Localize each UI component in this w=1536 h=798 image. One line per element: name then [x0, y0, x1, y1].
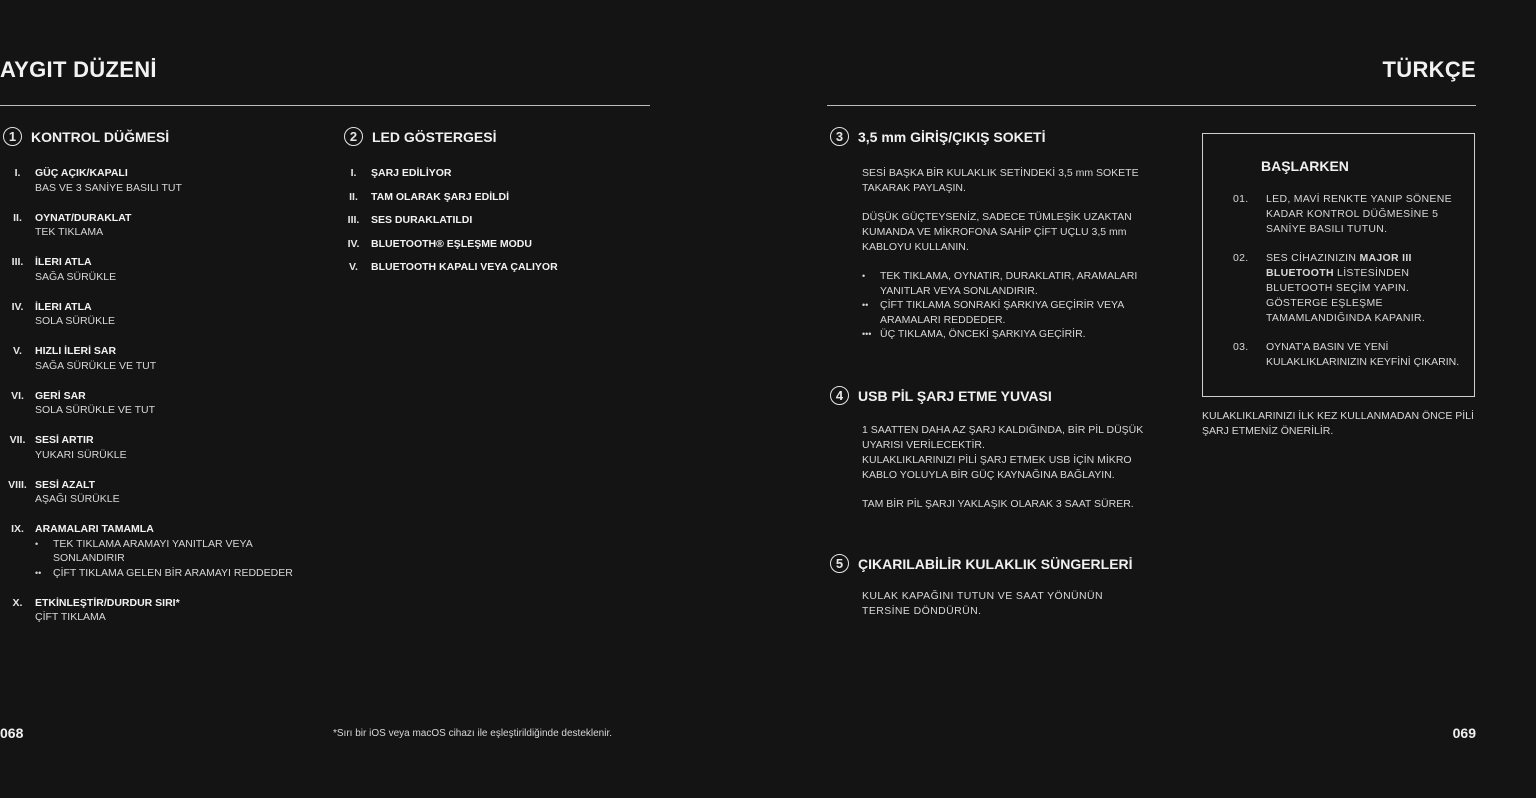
getting-started-title: BAŞLARKEN: [1261, 158, 1349, 174]
getting-started-box: [1202, 133, 1475, 397]
item-desc: BAS VE 3 SANİYE BASILI TUT: [35, 181, 182, 194]
step-text: KADAR KONTROL DÜĞMESİNE 5: [1266, 208, 1439, 220]
section-title: ÇIKARILABİLİR KULAKLIK SÜNGERLERİ: [858, 555, 1133, 572]
paragraph-line: KABLOYU KULLANIN.: [862, 241, 969, 253]
roman-numeral: IV.: [347, 237, 360, 250]
item-title: GÜÇ AÇIK/KAPALI: [35, 167, 128, 179]
item-desc: SAĞA SÜRÜKLE VE TUT: [35, 359, 157, 372]
paragraph-line: 1 SAATTEN DAHA AZ ŞARJ KALDIĞINDA, BİR PİL DÜŞÜK: [862, 424, 1144, 436]
right-page-title: TÜRKÇE: [1382, 57, 1476, 82]
list-item: [0, 300, 320, 329]
bullet-text: TEK TIKLAMA, OYNATIR, DURAKLATIR, ARAMALARI: [880, 270, 1138, 282]
section-cushions-heading: [830, 554, 1133, 573]
step-number: 02.: [1233, 252, 1249, 264]
step-item: [1233, 340, 1473, 370]
roman-numeral: IV.: [11, 300, 24, 313]
list-item: [0, 211, 320, 240]
step-text: TAMAMLANDIĞINDA KAPANIR.: [1266, 312, 1426, 324]
item-title: TAM OLARAK ŞARJ EDİLDİ: [371, 190, 510, 203]
step-number: 01.: [1233, 193, 1249, 205]
control-button-list: [0, 166, 320, 625]
roman-numeral: III.: [11, 256, 24, 268]
bullet-text: TEK TIKLAMA ARAMAYI YANITLAR VEYA: [53, 537, 253, 550]
item-desc: SOLA SÜRÜKLE: [35, 315, 115, 327]
bullet-item: [862, 327, 1162, 342]
roman-numeral: IX.: [11, 523, 24, 535]
item-title: SESİ ARTIR: [35, 434, 94, 446]
step-text: SES CİHAZINIZIN: [1266, 252, 1360, 264]
section-number-5: 5: [830, 554, 849, 573]
bullet-mark: •: [35, 538, 39, 549]
paragraph-line: KUMANDA VE MİKROFONA SAHİP ÇİFT UÇLU 3,5 mm: [862, 226, 1127, 238]
item-title: ARAMALARI TAMAMLA: [35, 523, 154, 535]
roman-numeral: I.: [14, 167, 21, 179]
section-number-2: 2: [344, 127, 363, 146]
paragraph-line: TAM BİR PİL ŞARJI YAKLAŞIK OLARAK 3 SAAT SÜRER.: [862, 498, 1134, 510]
list-item: [0, 433, 320, 462]
list-item: [336, 237, 636, 252]
item-title: SESİ AZALT: [35, 478, 96, 491]
item-title: BLUETOOTH® EŞLEŞME MODU: [371, 237, 532, 250]
bullet-text: YANITLAR VEYA SONLANDIRIR.: [880, 284, 1038, 297]
roman-numeral: I.: [350, 167, 357, 179]
roman-numeral: V.: [13, 345, 22, 357]
item-desc: SOLA SÜRÜKLE VE TUT: [35, 404, 156, 416]
section-jack-heading: [830, 127, 1046, 146]
battery-note: [1202, 409, 1492, 439]
list-item: [336, 213, 636, 228]
bullet-item: [35, 537, 293, 566]
step-text: LİSTESİNDEN: [1333, 267, 1410, 279]
item-title: ŞARJ EDİLİYOR: [371, 167, 452, 179]
section-title: USB PİL ŞARJ ETME YUVASI: [858, 387, 1052, 404]
paragraph-line: KABLO YOLUYLA BİR GÜÇ KAYNAĞINA BAĞLAYIN.: [862, 469, 1115, 481]
section-title: 3,5 mm GİRİŞ/ÇIKIŞ SOKETİ: [858, 128, 1046, 145]
section-title: LED GÖSTERGESİ: [372, 128, 497, 145]
left-header-rule: [0, 105, 650, 106]
list-item: [0, 596, 320, 625]
item-title: BLUETOOTH KAPALI VEYA ÇALIYOR: [371, 261, 558, 273]
section-number-3: 3: [830, 127, 849, 146]
item-desc: ÇİFT TIKLAMA: [35, 611, 106, 623]
list-item: [0, 166, 320, 195]
roman-numeral: V.: [349, 261, 358, 273]
cushions-content: [862, 589, 1162, 619]
paragraph-line: KULAK KAPAĞINI TUTUN VE SAAT YÖNÜNÜN: [862, 590, 1103, 602]
step-text: GÖSTERGE EŞLEŞME: [1266, 297, 1383, 309]
step-number: 03.: [1233, 341, 1249, 353]
item-title: İLERI ATLA: [35, 300, 92, 313]
step-text: LED, MAVİ RENKTE YANIP SÖNENE: [1266, 193, 1452, 205]
step-text: KULAKLIKLARINIZIN KEYFİNİ ÇIKARIN.: [1266, 356, 1460, 368]
item-desc: AŞAĞI SÜRÜKLE: [35, 493, 120, 505]
bullet-item: [35, 566, 293, 581]
product-name: BLUETOOTH: [1266, 267, 1334, 279]
list-item: [0, 344, 320, 373]
item-title: OYNAT/DURAKLAT: [35, 211, 132, 224]
bullet-mark: •••: [862, 329, 872, 339]
bullet-text: ÇİFT TIKLAMA GELEN BİR ARAMAYI REDDEDER: [53, 566, 293, 579]
list-item: [0, 389, 320, 418]
paragraph-line: TERSİNE DÖNDÜRÜN.: [862, 605, 982, 617]
item-title: ETKİNLEŞTİR/DURDUR SIRI*: [35, 596, 180, 609]
bullet-mark: •: [862, 271, 866, 281]
item-title: SES DURAKLATILDI: [371, 214, 473, 226]
roman-numeral: II.: [349, 190, 358, 203]
step-item: [1233, 251, 1473, 326]
list-item: [336, 260, 636, 275]
bullet-item: [862, 269, 1162, 298]
section-control-button-heading: [3, 127, 169, 146]
bullet-mark: ••: [35, 567, 42, 578]
item-desc: SAĞA SÜRÜKLE: [35, 270, 117, 283]
left-page-title: AYGIT DÜZENİ: [0, 57, 157, 82]
step-text: OYNAT'A BASIN VE YENİ: [1266, 341, 1389, 353]
roman-numeral: II.: [13, 211, 22, 224]
note-line: ŞARJ ETMENİZ ÖNERİLİR.: [1202, 425, 1334, 437]
item-title: İLERI ATLA: [35, 256, 92, 268]
item-title: GERİ SAR: [35, 389, 86, 402]
led-list: [336, 166, 636, 275]
list-item: [336, 190, 636, 205]
bullet-text: SONLANDIRIR: [53, 552, 125, 564]
item-desc: YUKARI SÜRÜKLE: [35, 448, 127, 461]
section-number-4: 4: [830, 386, 849, 405]
step-text: SANİYE BASILI TUTUN.: [1266, 223, 1388, 235]
section-title: KONTROL DÜĞMESİ: [31, 128, 170, 145]
jack-content: [862, 166, 1162, 342]
footnote: *Sırı bir iOS veya macOS cihazı ile eşleştirildiğinde desteklenir.: [333, 728, 613, 739]
right-header-rule: [827, 105, 1476, 106]
step-text: BLUETOOTH SEÇİM YAPIN.: [1266, 282, 1410, 294]
bullet-text: ÜÇ TIKLAMA, ÖNCEKİ ŞARKIYA GEÇİRİR.: [880, 328, 1086, 340]
list-item: [336, 166, 636, 181]
item-desc: TEK TIKLAMA: [35, 226, 104, 238]
roman-numeral: X.: [12, 596, 23, 609]
item-title: HIZLI İLERİ SAR: [35, 345, 117, 357]
right-page-number: 069: [1452, 725, 1476, 741]
section-usb-heading: [830, 386, 1052, 405]
paragraph-line: SESİ BAŞKA BİR KULAKLIK SETİNDEKİ 3,5 mm SOKETE: [862, 167, 1139, 179]
bullet-text: ARAMALARI REDDEDER.: [880, 313, 1006, 326]
list-item: [0, 522, 320, 580]
left-page-number: 068: [0, 725, 24, 741]
bullet-mark: ••: [862, 300, 869, 310]
product-name: MAJOR III: [1359, 252, 1412, 264]
usb-content: [862, 423, 1162, 512]
section-led-heading: [344, 127, 496, 146]
roman-numeral: VIII.: [8, 478, 27, 491]
paragraph-line: TAKARAK PAYLAŞIN.: [862, 182, 966, 194]
note-line: KULAKLIKLARINIZI İLK KEZ KULLANMADAN ÖNCE PİLİ: [1202, 410, 1474, 422]
step-item: [1233, 192, 1473, 237]
paragraph-line: UYARISI VERİLECEKTİR.: [862, 439, 985, 451]
bullet-text: ÇİFT TIKLAMA SONRAKİ ŞARKIYA GEÇİRİR VEYA: [880, 299, 1125, 311]
paragraph-line: KULAKLIKLARINIZI PİLİ ŞARJ ETMEK USB İÇİN MİKRO: [862, 454, 1132, 466]
getting-started-steps: [1233, 192, 1473, 370]
list-item: [0, 478, 320, 507]
section-number-1: 1: [3, 127, 22, 146]
paragraph-line: DÜŞÜK GÜÇTEYSENİZ, SADECE TÜMLEŞİK UZAKTAN: [862, 211, 1132, 223]
roman-numeral: III.: [347, 214, 360, 226]
bullet-item: [862, 298, 1162, 327]
list-item: [0, 255, 320, 284]
roman-numeral: VII.: [9, 434, 26, 446]
roman-numeral: VI.: [11, 389, 24, 402]
